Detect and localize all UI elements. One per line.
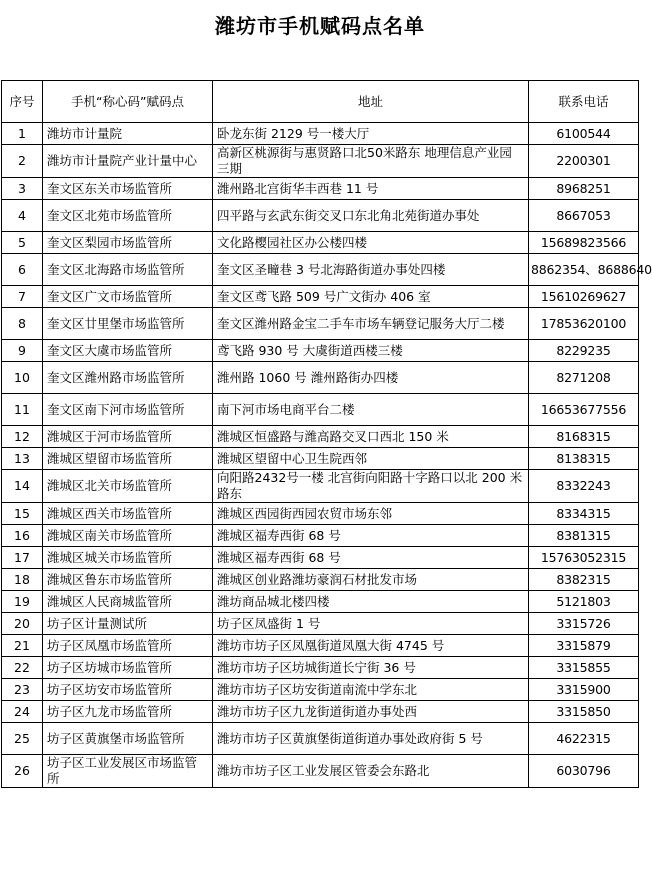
cell-address: 潍州路北宫街华丰西巷 11 号 [213,178,529,200]
table-row [2,286,639,308]
cell-address: 潍城区恒盛路与潍高路交叉口西北 150 米 [213,426,529,448]
cell-assignment-point: 潍坊市计量院 [43,123,213,145]
cell-serial-number: 3 [2,178,43,200]
table-row [2,448,639,470]
cell-assignment-point: 奎文区南下河市场监管所 [43,394,213,426]
cell-serial-number: 23 [2,679,43,701]
cell-address: 潍城区创业路潍坊豪润石材批发市场 [213,569,529,591]
cell-assignment-point: 潍城区鲁东市场监管所 [43,569,213,591]
cell-assignment-point: 潍城区西关市场监管所 [43,503,213,525]
header-address: 地址 [213,81,529,123]
cell-address: 潍城区福寿西街 68 号 [213,547,529,569]
cell-address: 奎文区潍州路金宝二手车市场车辆登记服务大厅二楼 [213,308,529,340]
cell-serial-number: 24 [2,701,43,723]
cell-serial-number: 21 [2,635,43,657]
cell-phone: 6030796 [529,755,639,788]
cell-serial-number: 4 [2,200,43,232]
cell-serial-number: 11 [2,394,43,426]
cell-phone: 15610269627 [529,286,639,308]
cell-phone: 2200301 [529,145,639,178]
cell-serial-number: 26 [2,755,43,788]
table-row [2,547,639,569]
cell-address: 潍坊市坊子区坊安街道南流中学东北 [213,679,529,701]
cell-phone: 8968251 [529,178,639,200]
cell-serial-number: 12 [2,426,43,448]
table-row [2,755,639,788]
cell-assignment-point: 潍城区望留市场监管所 [43,448,213,470]
cell-assignment-point: 奎文区梨园市场监管所 [43,232,213,254]
cell-phone: 3315879 [529,635,639,657]
cell-serial-number: 17 [2,547,43,569]
cell-serial-number: 20 [2,613,43,635]
cell-phone: 8138315 [529,448,639,470]
cell-phone: 15689823566 [529,232,639,254]
cell-serial-number: 25 [2,723,43,755]
cell-serial-number: 14 [2,470,43,503]
table-row [2,657,639,679]
table-body [2,123,652,788]
cell-address: 潍坊商品城北楼四楼 [213,591,529,613]
cell-serial-number: 16 [2,525,43,547]
cell-serial-number: 15 [2,503,43,525]
cell-assignment-point: 潍城区南关市场监管所 [43,525,213,547]
cell-serial-number: 9 [2,340,43,362]
table-row [2,701,639,723]
cell-assignment-point: 奎文区北苑市场监管所 [43,200,213,232]
cell-phone: 17853620100 [529,308,639,340]
cell-address: 潍城区福寿西街 68 号 [213,525,529,547]
cell-assignment-point: 潍城区城关市场监管所 [43,547,213,569]
cell-assignment-point: 潍城区人民商城监管所 [43,591,213,613]
cell-address: 潍坊市坊子区坊城街道长宁街 36 号 [213,657,529,679]
cell-address: 高新区桃源街与惠贤路口北50米路东 地理信息产业园三期 [213,145,529,178]
cell-assignment-point: 奎文区北海路市场监管所 [43,254,213,286]
cell-address: 潍坊市坊子区九龙街道街道办事处西 [213,701,529,723]
table-row [2,591,639,613]
cell-assignment-point: 潍城区于河市场监管所 [43,426,213,448]
table-row [2,569,639,591]
cell-phone: 8382315 [529,569,639,591]
cell-phone: 8168315 [529,426,639,448]
table-row [2,340,639,362]
cell-phone: 3315726 [529,613,639,635]
cell-address: 潍城区西园街西园农贸市场东邻 [213,503,529,525]
cell-assignment-point: 坊子区九龙市场监管所 [43,701,213,723]
cell-phone: 8229235 [529,340,639,362]
cell-address: 鸢飞路 930 号 大虞街道西楼三楼 [213,340,529,362]
cell-assignment-point: 坊子区黄旗堡市场监管所 [43,723,213,755]
table-row [2,679,639,701]
cell-serial-number: 2 [2,145,43,178]
cell-address: 坊子区凤盛街 1 号 [213,613,529,635]
cell-assignment-point: 坊子区计量测试所 [43,613,213,635]
cell-serial-number: 10 [2,362,43,394]
table-row [2,145,639,178]
table-row [2,123,639,145]
cell-address: 四平路与玄武东街交叉口东北角北苑街道办事处 [213,200,529,232]
table-row [2,426,639,448]
header-serial-number: 序号 [2,81,43,123]
cell-address: 潍坊市坊子区凤凰街道凤凰大街 4745 号 [213,635,529,657]
cell-address: 潍坊市坊子区黄旗堡街道街道办事处政府街 5 号 [213,723,529,755]
cell-assignment-point: 坊子区坊安市场监管所 [43,679,213,701]
cell-phone: 8381315 [529,525,639,547]
cell-assignment-point: 奎文区廿里堡市场监管所 [43,308,213,340]
cell-assignment-point: 奎文区潍州路市场监管所 [43,362,213,394]
table-row [2,362,639,394]
cell-phone: 3315850 [529,701,639,723]
page-title: 潍坊市手机赋码点名单 [215,14,425,38]
table-row [2,200,639,232]
cell-serial-number: 8 [2,308,43,340]
cell-phone: 15763052315 [529,547,639,569]
cell-serial-number: 22 [2,657,43,679]
table-row [2,470,639,503]
table-row [2,525,639,547]
cell-address: 奎文区圣疃巷 3 号北海路街道办事处四楼 [213,254,529,286]
cell-assignment-point: 奎文区东关市场监管所 [43,178,213,200]
cell-assignment-point: 潍城区北关市场监管所 [43,470,213,503]
cell-address: 潍坊市坊子区工业发展区管委会东路北 [213,755,529,788]
cell-assignment-point: 奎文区大虞市场监管所 [43,340,213,362]
cell-assignment-point: 潍坊市计量院产业计量中心 [43,145,213,178]
table-row [2,178,639,200]
cell-serial-number: 6 [2,254,43,286]
cell-assignment-point: 奎文区广文市场监管所 [43,286,213,308]
cell-serial-number: 1 [2,123,43,145]
cell-address: 潍州路 1060 号 潍州路街办四楼 [213,362,529,394]
cell-phone: 4622315 [529,723,639,755]
table-row [2,723,639,755]
cell-address: 奎文区鸢飞路 509 号广文街办 406 室 [213,286,529,308]
cell-phone: 8334315 [529,503,639,525]
cell-phone: 8332243 [529,470,639,503]
cell-assignment-point: 坊子区工业发展区市场监管所 [43,755,213,788]
cell-address: 向阳路2432号一楼 北宫街向阳路十字路口以北 200 米路东 [213,470,529,503]
table-row [2,394,639,426]
cell-phone: 8862354、8688640 [529,254,639,286]
cell-address: 南下河市场电商平台二楼 [213,394,529,426]
cell-phone: 3315855 [529,657,639,679]
header-assignment-point: 手机“称心码”赋码点 [43,81,213,123]
table-row [2,308,639,340]
cell-address: 文化路樱园社区办公楼四楼 [213,232,529,254]
table-row [2,254,639,286]
cell-address: 潍城区望留中心卫生院西邻 [213,448,529,470]
table-header-row [2,81,639,123]
cell-serial-number: 19 [2,591,43,613]
table-row [2,635,639,657]
assignment-points-table [1,80,652,788]
cell-serial-number: 13 [2,448,43,470]
cell-phone: 16653677556 [529,394,639,426]
cell-phone: 8271208 [529,362,639,394]
cell-phone: 3315900 [529,679,639,701]
header-phone: 联系电话 [529,81,639,123]
cell-phone: 5121803 [529,591,639,613]
cell-serial-number: 18 [2,569,43,591]
cell-assignment-point: 坊子区坊城市场监管所 [43,657,213,679]
cell-address: 卧龙东街 2129 号一楼大厅 [213,123,529,145]
cell-serial-number: 7 [2,286,43,308]
cell-assignment-point: 坊子区凤凰市场监管所 [43,635,213,657]
table-row [2,232,639,254]
table-row [2,613,639,635]
cell-phone: 6100544 [529,123,639,145]
table-row [2,503,639,525]
cell-phone: 8667053 [529,200,639,232]
cell-serial-number: 5 [2,232,43,254]
